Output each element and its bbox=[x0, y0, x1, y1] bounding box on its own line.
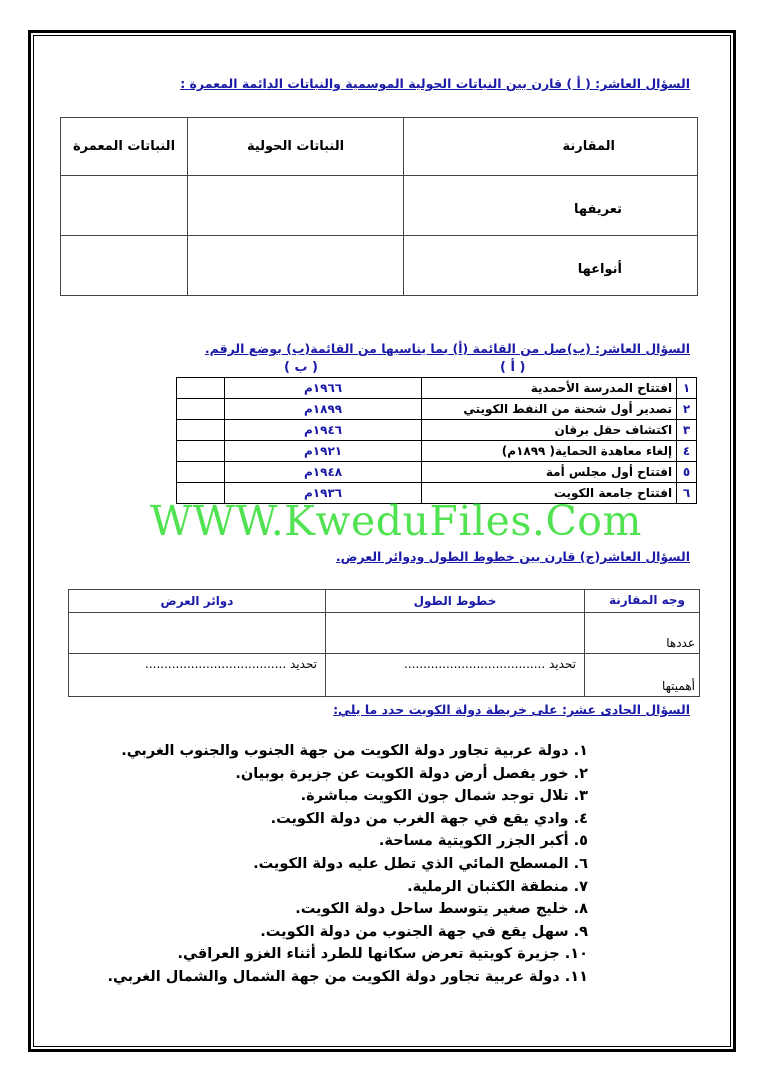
table-row bbox=[177, 399, 697, 420]
answer-cell[interactable] bbox=[61, 176, 188, 236]
answer-box[interactable] bbox=[177, 399, 225, 420]
list-item: ١٠. جزيرة كويتية تعرض سكانها للطرد أثناء الغزو العراقي. bbox=[177, 946, 588, 963]
comparison-table-plants bbox=[60, 117, 698, 296]
item-event: إلغاء معاهدة الحماية( ١٨٩٩م) bbox=[422, 441, 677, 462]
item-year: ١٨٩٩م bbox=[224, 399, 421, 420]
list-item: ٤. وادي يقع في جهة الغرب من دولة الكويت. bbox=[270, 810, 588, 827]
item-number: ٢ bbox=[677, 399, 697, 420]
answer-box[interactable] bbox=[177, 462, 225, 483]
table-row bbox=[177, 441, 697, 462]
watermark: WWW.KweduFiles.Com bbox=[150, 497, 642, 545]
answer-box[interactable] bbox=[177, 420, 225, 441]
matching-table bbox=[176, 377, 697, 504]
define-field[interactable]: تحديد ..................................... bbox=[326, 654, 585, 697]
row-count-label: عددها bbox=[585, 613, 700, 654]
list-item: ٥. أكبر الجزر الكويتية مساحة. bbox=[378, 833, 588, 850]
row-importance-label: أهميتها bbox=[585, 654, 700, 697]
list-item: ٧. منطقة الكثبان الرملية. bbox=[407, 878, 588, 895]
list-item: ٨. خليج صغير يتوسط ساحل دولة الكويت. bbox=[295, 901, 588, 918]
list-item: ٢. خور يفصل أرض دولة الكويت عن جزيرة بوبيان. bbox=[235, 765, 588, 782]
item-year: ١٩٤٨م bbox=[224, 462, 421, 483]
question-10a-title: السؤال العاشر: ( أ ) قارن بين النباتات الحولية الموسمية والنباتات الدائمة المعمرة : bbox=[180, 76, 690, 91]
list-item: ٦. المسطح المائي الذي تطل عليه دولة الكويت. bbox=[253, 855, 588, 872]
item-year: ١٩٢١م bbox=[224, 441, 421, 462]
answer-cell[interactable] bbox=[69, 613, 326, 654]
define-field[interactable]: تحديد ..................................... bbox=[69, 654, 326, 697]
table-row bbox=[177, 378, 697, 399]
item-event: افتتاح جامعة الكويت bbox=[422, 483, 677, 504]
answer-cell[interactable] bbox=[61, 236, 188, 296]
question-11-title: السؤال الحادى عشر: على خريطة دولة الكويت حدد ما يلي: bbox=[333, 702, 690, 717]
map-items-list bbox=[107, 740, 588, 989]
item-year: ١٩٦٦م bbox=[224, 378, 421, 399]
item-event: تصدير أول شحنة من النفط الكويتي bbox=[422, 399, 677, 420]
list-item: ٣. تلال توجد شمال جون الكويت مباشرة. bbox=[300, 788, 588, 805]
item-number: ٣ bbox=[677, 420, 697, 441]
question-10c-title: السؤال العاشر(ج) قارن بين خطوط الطول ودوائر العرض. bbox=[335, 549, 690, 564]
item-number: ٦ bbox=[677, 483, 697, 504]
row-definition-label: تعريفها bbox=[404, 176, 698, 236]
table-row bbox=[177, 420, 697, 441]
header-comparison-aspect: وجه المقارنة bbox=[585, 590, 700, 613]
column-a-label: ( أ ) bbox=[500, 360, 526, 375]
answer-cell[interactable] bbox=[188, 176, 404, 236]
row-types-label: أنواعها bbox=[404, 236, 698, 296]
header-comparison: المقارنة bbox=[404, 118, 698, 176]
answer-box[interactable] bbox=[177, 441, 225, 462]
item-event: افتتاح أول مجلس أمة bbox=[422, 462, 677, 483]
header-meridians: خطوط الطول bbox=[326, 590, 585, 613]
list-item: ١١. دولة عربية تجاور دولة الكويت من جهة الشمال والشمال الغربي. bbox=[107, 968, 588, 985]
header-latitudes: دوائر العرض bbox=[69, 590, 326, 613]
item-event: اكتشاف حقل برقان bbox=[422, 420, 677, 441]
header-perennial-plants: النباتات المعمرة bbox=[61, 118, 188, 176]
question-10b-title: السؤال العاشر: (ب)صل من القائمة (أ) بما يناسبها من القائمة(ب) بوضع الرقم. bbox=[204, 341, 690, 356]
column-b-label: ( ب ) bbox=[284, 360, 318, 375]
comparison-table-lines bbox=[68, 589, 700, 697]
item-number: ١ bbox=[677, 378, 697, 399]
list-item: ٩. سهل يقع في جهة الجنوب من دولة الكويت. bbox=[260, 923, 588, 940]
item-year: ١٩٤٦م bbox=[224, 420, 421, 441]
answer-cell[interactable] bbox=[326, 613, 585, 654]
answer-box[interactable] bbox=[177, 378, 225, 399]
table-row bbox=[177, 462, 697, 483]
item-number: ٥ bbox=[677, 462, 697, 483]
item-event: افتتاح المدرسة الأحمدية bbox=[422, 378, 677, 399]
item-year: ١٩٣٦م bbox=[224, 483, 421, 504]
header-annual-plants: النباتات الحولية bbox=[188, 118, 404, 176]
answer-cell[interactable] bbox=[188, 236, 404, 296]
list-item: ١. دولة عربية تجاور دولة الكويت من جهة الجنوب والجنوب الغربي. bbox=[121, 743, 588, 759]
item-number: ٤ bbox=[677, 441, 697, 462]
